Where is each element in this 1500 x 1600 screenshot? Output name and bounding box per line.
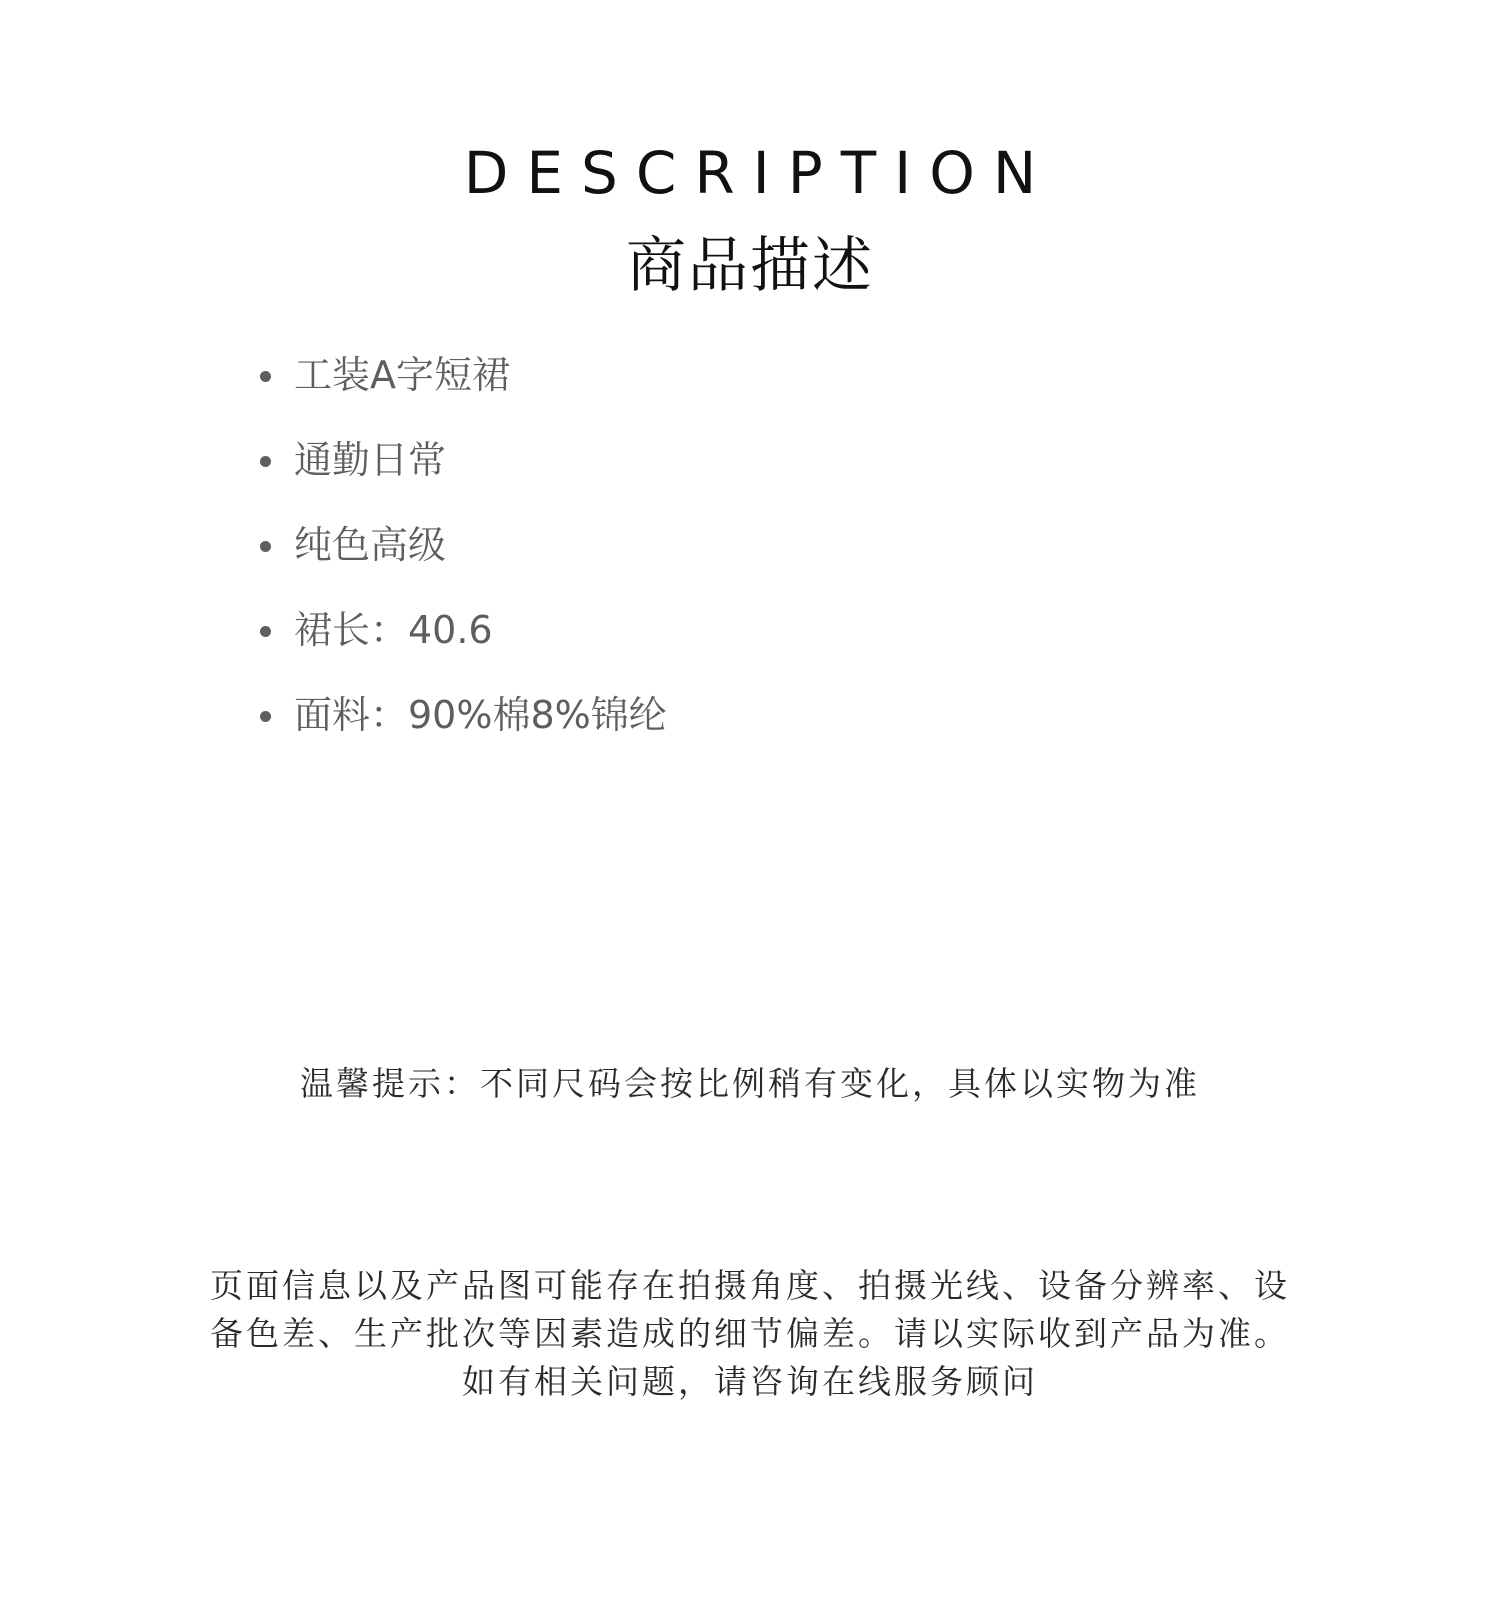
list-item-text: 面料：90%棉8%锦纶: [294, 693, 667, 737]
list-item-text: 工装A字短裙: [294, 353, 510, 397]
list-item: [260, 350, 667, 435]
list-item: [260, 435, 667, 520]
bullet-dot: [260, 626, 271, 637]
description-list: [260, 350, 667, 775]
bullet-dot: [260, 541, 271, 552]
page-title-en: DESCRIPTION: [463, 139, 1055, 207]
disclaimer-text: [150, 1262, 1350, 1406]
bullet-dot: [260, 456, 271, 467]
list-item: [260, 520, 667, 605]
page-title-zh: 商品描述: [626, 231, 874, 301]
bullet-dot: [260, 371, 271, 382]
list-item-text: 裙长：40.6: [294, 608, 493, 652]
bullet-dot: [260, 711, 271, 722]
list-item-text: 纯色高级: [294, 523, 447, 567]
size-notice: 温馨提示：不同尺码会按比例稍有变化，具体以实物为准: [300, 1064, 1200, 1103]
disclaimer-line: 如有相关问题，请咨询在线服务顾问: [462, 1362, 1038, 1401]
list-item-text: 通勤日常: [294, 438, 447, 482]
list-item: [260, 690, 667, 775]
list-item: [260, 605, 667, 690]
disclaimer-line: 页面信息以及产品图可能存在拍摄角度、拍摄光线、设备分辨率、设: [210, 1266, 1290, 1305]
disclaimer-line: 备色差、生产批次等因素造成的细节偏差。请以实际收到产品为准。: [210, 1314, 1290, 1353]
